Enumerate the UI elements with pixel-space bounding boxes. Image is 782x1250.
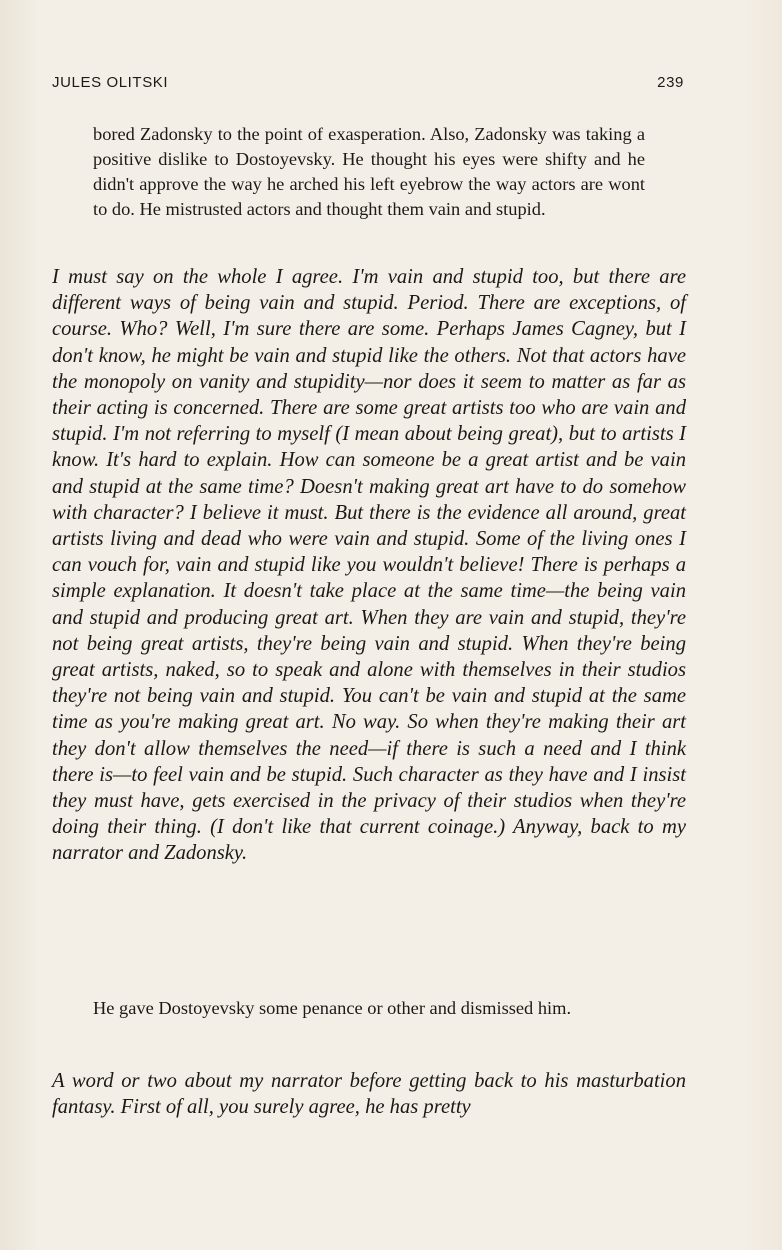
author-aside-paragraph-2: A word or two about my narrator before getting back to his masturbation fantasy. First of all, you surely agree, he has pretty <box>52 1070 686 1119</box>
narrative-paragraph-1: bored Zadonsky to the point of exasperation. Also, Zadonsky was taking a positive dislike to Dostoyevsky. He thought his eyes were shifty and he didn't approve the way he arched his left eyebrow the way actors are wont to do. He mistrusted actors and thought them vain and stupid. <box>93 124 645 219</box>
running-head-author: JULES OLITSKI <box>52 74 169 91</box>
page-number: 239 <box>657 74 684 91</box>
narrative-paragraph-2: He gave Dostoyevsky some penance or other and dismissed him. <box>93 998 572 1018</box>
running-head <box>52 74 684 96</box>
author-aside-paragraph-1: I must say on the whole I agree. I'm vain and stupid too, but there are different ways of being vain and stupid. Period. There are exceptions, of course. Who? Well, I'm sure there are some. Perhaps James Cagney, but I don't know, he might be vain and stupid like the others. Not that actors have the monopoly on vanity and stupidity—nor does it seem to matter as far as their acting is concerned. There are some great artists too who are vain and stupid. I'm not referring to myself (I mean about being great), but to artists I know. It's hard to explain. How can someone be a great artist and be vain and stupid at the same time? Doesn't making great art have to do somehow with character? I believe it must. But there is the evidence all around, great artists living and dead who were vain and stupid. Some of the living ones I can vouch for, vain and stupid like you wouldn't believe! There is perhaps a simple explanation. It doesn't take place at the same time—the being vain and stupid and producing great art. When they are vain and stupid, they're not being great artists, they're being vain and stupid. When they're being great artists, naked, so to speak and alone with themselves in their studios they're not being vain and stupid. You can't be vain and stupid at the same time as you're making great art. No way. So when they're making their art they don't allow themselves the need—if there is such a need and I think there is—to feel vain and be stupid. Such character as they have and I insist they must have, gets exercised in the privacy of their studios when they're doing their thing. (I don't like that current coinage.) Anyway, back to my narrator and Zadonsky. <box>52 266 686 865</box>
